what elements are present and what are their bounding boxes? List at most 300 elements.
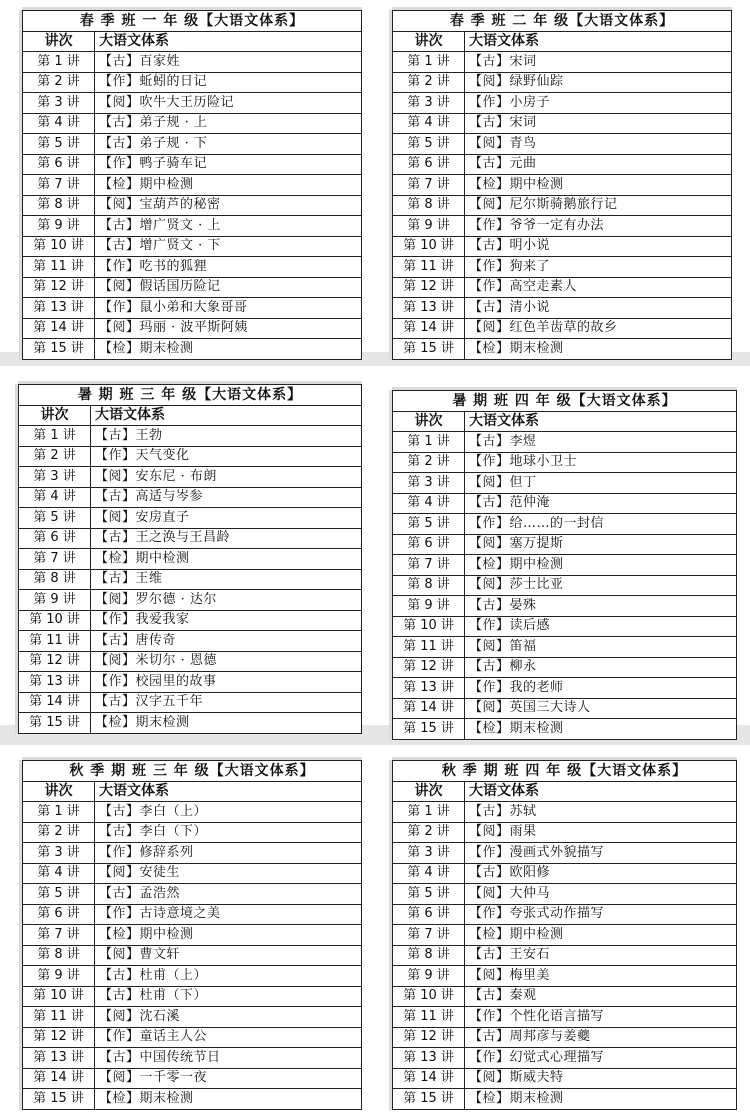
session-number: 第 9 讲 <box>393 216 465 237</box>
session-number: 第 15 讲 <box>23 339 95 360</box>
session-number: 第 14 讲 <box>23 1068 95 1089</box>
table-row <box>393 925 737 946</box>
session-number: 第 2 讲 <box>23 72 95 93</box>
course-title: 【作】修辞系列 <box>95 843 362 864</box>
course-title: 【古】元曲 <box>465 154 732 175</box>
table-row <box>23 822 362 843</box>
table-row <box>23 216 362 237</box>
course-title: 【古】宋词 <box>465 113 732 134</box>
session-number: 第 1 讲 <box>23 802 95 823</box>
table-row <box>393 698 737 719</box>
session-number: 第 6 讲 <box>23 904 95 925</box>
table-row <box>393 863 737 884</box>
course-title: 【作】童话主人公 <box>95 1027 362 1048</box>
table-row <box>19 528 362 549</box>
session-number: 第 12 讲 <box>393 277 465 298</box>
table-row <box>23 1007 362 1028</box>
curriculum-table <box>392 10 732 360</box>
table-row <box>393 514 737 535</box>
table-row <box>393 473 737 494</box>
table-row <box>393 175 732 196</box>
table-row <box>19 692 362 713</box>
session-number: 第 13 讲 <box>393 1048 465 1069</box>
course-title: 【检】期中检测 <box>91 549 362 570</box>
course-title: 【阅】雨果 <box>465 822 737 843</box>
curriculum-table <box>18 384 362 734</box>
session-number: 第 8 讲 <box>23 195 95 216</box>
table-row <box>19 508 362 529</box>
column-header-curriculum: 大语文体系 <box>465 31 732 52</box>
table-row <box>19 426 362 447</box>
table-row <box>393 1027 737 1048</box>
table-row <box>393 986 737 1007</box>
session-number: 第 6 讲 <box>393 154 465 175</box>
table-row <box>19 610 362 631</box>
session-number: 第 7 讲 <box>23 175 95 196</box>
course-title: 【作】给……的一封信 <box>465 514 737 535</box>
table-row <box>23 1027 362 1048</box>
table-row <box>393 134 732 155</box>
table-row <box>393 596 737 617</box>
course-title: 【古】孟浩然 <box>95 884 362 905</box>
session-number: 第 1 讲 <box>19 426 91 447</box>
course-title: 【作】小房子 <box>465 93 732 114</box>
course-title: 【作】狗来了 <box>465 257 732 278</box>
column-header-curriculum: 大语文体系 <box>465 411 737 432</box>
table-row <box>23 257 362 278</box>
table-row <box>23 1048 362 1069</box>
session-number: 第 5 讲 <box>23 134 95 155</box>
session-number: 第 8 讲 <box>23 945 95 966</box>
table-row <box>393 678 737 699</box>
table-row <box>393 1007 737 1028</box>
course-title: 【阅】一千零一夜 <box>95 1068 362 1089</box>
table-row <box>393 452 737 473</box>
table-row <box>393 298 732 319</box>
course-title: 【作】读后感 <box>465 616 737 637</box>
course-title: 【检】期中检测 <box>465 175 732 196</box>
course-title: 【古】王之涣与王昌龄 <box>91 528 362 549</box>
course-title: 【阅】英国三大诗人 <box>465 698 737 719</box>
table-row <box>23 904 362 925</box>
course-title: 【作】我的老师 <box>465 678 737 699</box>
session-number: 第 12 讲 <box>23 1027 95 1048</box>
column-header-curriculum: 大语文体系 <box>465 781 737 802</box>
session-number: 第 4 讲 <box>23 113 95 134</box>
table-row <box>19 651 362 672</box>
course-title: 【古】弟子规 · 下 <box>95 134 362 155</box>
column-header-session: 讲次 <box>393 411 465 432</box>
course-title: 【作】夸张式动作描写 <box>465 904 737 925</box>
session-number: 第 9 讲 <box>23 966 95 987</box>
table-panel <box>18 384 362 734</box>
session-number: 第 13 讲 <box>393 678 465 699</box>
course-title: 【古】杜甫（下） <box>95 986 362 1007</box>
course-title: 【作】漫画式外貌描写 <box>465 843 737 864</box>
table-row <box>393 822 737 843</box>
session-number: 第 5 讲 <box>393 134 465 155</box>
session-number: 第 4 讲 <box>393 493 465 514</box>
table-row <box>393 945 737 966</box>
session-number: 第 6 讲 <box>393 904 465 925</box>
course-title: 【作】古诗意境之美 <box>95 904 362 925</box>
table-row <box>23 945 362 966</box>
session-number: 第 2 讲 <box>393 452 465 473</box>
table-row <box>23 195 362 216</box>
session-number: 第 7 讲 <box>23 925 95 946</box>
course-title: 【阅】安徒生 <box>95 863 362 884</box>
table-row <box>19 467 362 488</box>
table-row <box>393 257 732 278</box>
course-title: 【作】高空走素人 <box>465 277 732 298</box>
session-number: 第 15 讲 <box>393 719 465 740</box>
course-title: 【作】校园里的故事 <box>91 672 362 693</box>
course-title: 【阅】斯威夫特 <box>465 1068 737 1089</box>
session-number: 第 3 讲 <box>393 473 465 494</box>
table-row <box>23 1089 362 1110</box>
course-title: 【古】王勃 <box>91 426 362 447</box>
column-header-session: 讲次 <box>23 31 95 52</box>
column-header-curriculum: 大语文体系 <box>95 781 362 802</box>
session-number: 第 11 讲 <box>19 631 91 652</box>
table-row <box>23 843 362 864</box>
session-number: 第 14 讲 <box>393 1068 465 1089</box>
table-row <box>23 236 362 257</box>
table-row <box>23 298 362 319</box>
table-row <box>393 657 737 678</box>
table-row <box>393 216 732 237</box>
session-number: 第 3 讲 <box>393 93 465 114</box>
course-title: 【阅】笛福 <box>465 637 737 658</box>
session-number: 第 9 讲 <box>393 596 465 617</box>
table-row <box>23 113 362 134</box>
session-number: 第 15 讲 <box>393 339 465 360</box>
course-title: 【古】唐传奇 <box>91 631 362 652</box>
table-title: 秋 季 期 班 四 年 级【大语文体系】 <box>393 761 737 782</box>
column-header-session: 讲次 <box>393 781 465 802</box>
table-row <box>23 277 362 298</box>
course-title: 【阅】塞万提斯 <box>465 534 737 555</box>
course-title: 【检】期中检测 <box>95 925 362 946</box>
course-title: 【古】高适与岑参 <box>91 487 362 508</box>
session-number: 第 8 讲 <box>393 945 465 966</box>
session-number: 第 5 讲 <box>23 884 95 905</box>
session-number: 第 4 讲 <box>23 863 95 884</box>
session-number: 第 5 讲 <box>19 508 91 529</box>
course-title: 【检】期末检测 <box>465 1089 737 1110</box>
table-row <box>393 534 737 555</box>
session-number: 第 10 讲 <box>23 986 95 1007</box>
table-row <box>23 72 362 93</box>
session-number: 第 12 讲 <box>23 277 95 298</box>
session-number: 第 1 讲 <box>393 52 465 73</box>
session-number: 第 10 讲 <box>393 986 465 1007</box>
session-number: 第 2 讲 <box>23 822 95 843</box>
table-row <box>19 631 362 652</box>
course-title: 【阅】米切尔 · 恩德 <box>91 651 362 672</box>
session-number: 第 11 讲 <box>393 637 465 658</box>
course-title: 【作】爷爷一定有办法 <box>465 216 732 237</box>
session-number: 第 8 讲 <box>393 195 465 216</box>
course-title: 【作】天气变化 <box>91 446 362 467</box>
table-row <box>23 134 362 155</box>
table-row <box>393 72 732 93</box>
session-number: 第 4 讲 <box>393 113 465 134</box>
course-title: 【检】期中检测 <box>95 175 362 196</box>
session-number: 第 13 讲 <box>393 298 465 319</box>
session-number: 第 14 讲 <box>23 318 95 339</box>
course-title: 【古】柳永 <box>465 657 737 678</box>
course-title: 【作】个性化语言描写 <box>465 1007 737 1028</box>
session-number: 第 7 讲 <box>393 925 465 946</box>
table-panel <box>22 10 362 360</box>
session-number: 第 11 讲 <box>393 1007 465 1028</box>
course-title: 【古】清小说 <box>465 298 732 319</box>
session-number: 第 6 讲 <box>23 154 95 175</box>
session-number: 第 12 讲 <box>19 651 91 672</box>
table-row <box>393 555 737 576</box>
table-row <box>393 277 732 298</box>
table-row <box>19 713 362 734</box>
course-title: 【检】期末检测 <box>95 339 362 360</box>
session-number: 第 4 讲 <box>19 487 91 508</box>
table-row <box>393 637 737 658</box>
session-number: 第 7 讲 <box>393 555 465 576</box>
table-row <box>393 93 732 114</box>
table-row <box>393 616 737 637</box>
course-title: 【古】李白（下） <box>95 822 362 843</box>
table-row <box>393 884 737 905</box>
session-number: 第 11 讲 <box>23 257 95 278</box>
session-number: 第 12 讲 <box>393 657 465 678</box>
course-title: 【古】苏轼 <box>465 802 737 823</box>
session-number: 第 9 讲 <box>393 966 465 987</box>
session-number: 第 14 讲 <box>393 698 465 719</box>
session-number: 第 10 讲 <box>393 236 465 257</box>
table-row <box>23 863 362 884</box>
table-row <box>393 195 732 216</box>
table-row <box>393 339 732 360</box>
session-number: 第 15 讲 <box>19 713 91 734</box>
session-number: 第 1 讲 <box>393 432 465 453</box>
curriculum-table <box>392 390 737 740</box>
session-number: 第 3 讲 <box>393 843 465 864</box>
table-row <box>19 487 362 508</box>
column-header-session: 讲次 <box>393 31 465 52</box>
column-header-curriculum: 大语文体系 <box>95 31 362 52</box>
course-title: 【阅】安房直子 <box>91 508 362 529</box>
course-title: 【作】我爱我家 <box>91 610 362 631</box>
session-number: 第 11 讲 <box>393 257 465 278</box>
course-title: 【作】鼠小弟和大象哥哥 <box>95 298 362 319</box>
column-header-session: 讲次 <box>19 405 91 426</box>
session-number: 第 9 讲 <box>23 216 95 237</box>
course-title: 【作】吃书的狐狸 <box>95 257 362 278</box>
table-row <box>393 1089 737 1110</box>
session-number: 第 9 讲 <box>19 590 91 611</box>
table-row <box>23 925 362 946</box>
column-header-session: 讲次 <box>23 781 95 802</box>
table-row <box>393 432 737 453</box>
session-number: 第 7 讲 <box>393 175 465 196</box>
table-row <box>393 113 732 134</box>
session-number: 第 2 讲 <box>393 72 465 93</box>
table-row <box>393 575 737 596</box>
session-number: 第 3 讲 <box>23 843 95 864</box>
course-title: 【古】杜甫（上） <box>95 966 362 987</box>
course-title: 【古】中国传统节日 <box>95 1048 362 1069</box>
course-title: 【古】汉字五千年 <box>91 692 362 713</box>
course-title: 【作】地球小卫士 <box>465 452 737 473</box>
course-title: 【古】晏殊 <box>465 596 737 617</box>
table-row <box>393 966 737 987</box>
session-number: 第 13 讲 <box>23 1048 95 1069</box>
course-title: 【阅】红色羊齿草的故乡 <box>465 318 732 339</box>
course-title: 【古】秦观 <box>465 986 737 1007</box>
session-number: 第 14 讲 <box>19 692 91 713</box>
table-row <box>23 52 362 73</box>
course-title: 【检】期中检测 <box>465 555 737 576</box>
session-number: 第 3 讲 <box>23 93 95 114</box>
session-number: 第 3 讲 <box>19 467 91 488</box>
course-title: 【阅】沈石溪 <box>95 1007 362 1028</box>
course-title: 【阅】梅里美 <box>465 966 737 987</box>
course-title: 【阅】但丁 <box>465 473 737 494</box>
table-row <box>23 986 362 1007</box>
course-title: 【古】宋词 <box>465 52 732 73</box>
course-title: 【检】期中检测 <box>465 925 737 946</box>
session-number: 第 14 讲 <box>393 318 465 339</box>
curriculum-table <box>392 760 737 1110</box>
table-row <box>393 904 737 925</box>
course-title: 【古】王维 <box>91 569 362 590</box>
session-number: 第 15 讲 <box>23 1089 95 1110</box>
session-number: 第 13 讲 <box>19 672 91 693</box>
session-number: 第 15 讲 <box>393 1089 465 1110</box>
session-number: 第 10 讲 <box>393 616 465 637</box>
table-row <box>23 318 362 339</box>
session-number: 第 11 讲 <box>23 1007 95 1028</box>
table-title: 秋 季 期 班 三 年 级【大语文体系】 <box>23 761 362 782</box>
session-number: 第 5 讲 <box>393 884 465 905</box>
course-title: 【阅】吹牛大王历险记 <box>95 93 362 114</box>
table-row <box>393 802 737 823</box>
table-title: 春 季 班 一 年 级【大语文体系】 <box>23 11 362 32</box>
course-title: 【阅】尼尔斯骑鹅旅行记 <box>465 195 732 216</box>
table-title: 暑 期 班 三 年 级【大语文体系】 <box>19 385 362 406</box>
table-row <box>23 966 362 987</box>
session-number: 第 2 讲 <box>19 446 91 467</box>
course-title: 【检】期末检测 <box>465 339 732 360</box>
course-title: 【古】弟子规 · 上 <box>95 113 362 134</box>
course-title: 【阅】绿野仙踪 <box>465 72 732 93</box>
table-row <box>19 569 362 590</box>
column-header-curriculum: 大语文体系 <box>91 405 362 426</box>
table-row <box>393 236 732 257</box>
course-title: 【阅】青鸟 <box>465 134 732 155</box>
session-number: 第 12 讲 <box>393 1027 465 1048</box>
course-title: 【古】王安石 <box>465 945 737 966</box>
table-row <box>23 339 362 360</box>
table-row <box>393 154 732 175</box>
table-panel <box>22 760 362 1110</box>
course-title: 【阅】莎士比亚 <box>465 575 737 596</box>
table-row <box>19 590 362 611</box>
curriculum-table <box>22 760 362 1110</box>
course-title: 【作】蚯蚓的日记 <box>95 72 362 93</box>
session-number: 第 2 讲 <box>393 822 465 843</box>
table-row <box>23 154 362 175</box>
table-panel <box>392 760 737 1110</box>
course-title: 【古】明小说 <box>465 236 732 257</box>
table-row <box>23 1068 362 1089</box>
session-number: 第 5 讲 <box>393 514 465 535</box>
course-title: 【阅】玛丽 · 波平斯阿姨 <box>95 318 362 339</box>
table-row <box>19 446 362 467</box>
course-title: 【古】李白（上） <box>95 802 362 823</box>
course-title: 【阅】罗尔德 · 达尔 <box>91 590 362 611</box>
session-number: 第 13 讲 <box>23 298 95 319</box>
course-title: 【作】幻觉式心理描写 <box>465 1048 737 1069</box>
curriculum-table <box>22 10 362 360</box>
table-row <box>23 802 362 823</box>
table-panel <box>392 10 732 360</box>
course-title: 【阅】宝葫芦的秘密 <box>95 195 362 216</box>
table-title: 暑 期 班 四 年 级【大语文体系】 <box>393 391 737 412</box>
table-title: 春 季 班 二 年 级【大语文体系】 <box>393 11 732 32</box>
course-title: 【检】期末检测 <box>91 713 362 734</box>
session-number: 第 6 讲 <box>393 534 465 555</box>
table-row <box>393 719 737 740</box>
session-number: 第 1 讲 <box>23 52 95 73</box>
course-title: 【古】百家姓 <box>95 52 362 73</box>
course-title: 【检】期末检测 <box>95 1089 362 1110</box>
session-number: 第 10 讲 <box>19 610 91 631</box>
course-title: 【古】李煜 <box>465 432 737 453</box>
course-title: 【作】鸭子骑车记 <box>95 154 362 175</box>
course-title: 【古】增广贤文 · 上 <box>95 216 362 237</box>
table-row <box>19 549 362 570</box>
session-number: 第 8 讲 <box>19 569 91 590</box>
course-title: 【阅】曹文轩 <box>95 945 362 966</box>
course-title: 【阅】安东尼 · 布朗 <box>91 467 362 488</box>
table-row <box>23 884 362 905</box>
table-row <box>393 52 732 73</box>
table-row <box>393 493 737 514</box>
course-title: 【古】周邦彦与姜夔 <box>465 1027 737 1048</box>
session-number: 第 1 讲 <box>393 802 465 823</box>
course-title: 【古】增广贤文 · 下 <box>95 236 362 257</box>
session-number: 第 6 讲 <box>19 528 91 549</box>
table-row <box>393 1068 737 1089</box>
course-title: 【阅】大仲马 <box>465 884 737 905</box>
course-title: 【阅】假话国历险记 <box>95 277 362 298</box>
table-row <box>393 318 732 339</box>
course-title: 【古】欧阳修 <box>465 863 737 884</box>
table-row <box>393 1048 737 1069</box>
session-number: 第 10 讲 <box>23 236 95 257</box>
table-row <box>393 843 737 864</box>
table-row <box>19 672 362 693</box>
table-row <box>23 175 362 196</box>
session-number: 第 8 讲 <box>393 575 465 596</box>
course-title: 【古】范仲淹 <box>465 493 737 514</box>
session-number: 第 7 讲 <box>19 549 91 570</box>
course-title: 【检】期末检测 <box>465 719 737 740</box>
table-row <box>23 93 362 114</box>
table-panel <box>392 390 737 740</box>
session-number: 第 4 讲 <box>393 863 465 884</box>
